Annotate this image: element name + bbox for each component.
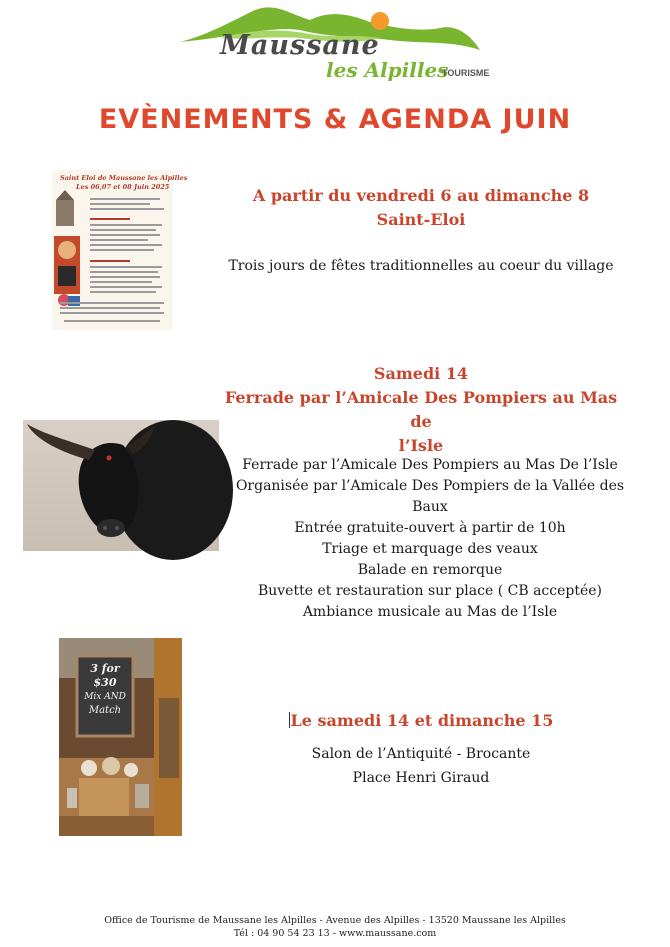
event1-name: Saint-Eloi <box>376 210 466 229</box>
saint-eloi-poster-image <box>52 170 188 330</box>
bull-icon <box>23 420 219 551</box>
event2-detail-line: Organisée par l’Amicale Des Pompiers de la Vallée des Baux <box>235 478 625 515</box>
event2-date: Samedi 14 <box>373 364 469 383</box>
footer <box>0 914 670 940</box>
event2-detail-line: Ferrade par l’Amicale Des Pompiers au Mas De l’Isle <box>242 457 618 473</box>
event2-name-line1: Ferrade par l’Amicale Des Pompiers au Mas de <box>224 388 618 431</box>
poster-dates: Les 06,07 et 08 Juin 2025 <box>76 183 170 191</box>
maussane-logo <box>180 4 500 84</box>
event1-date: A partir du vendredi 6 au dimanche 8 <box>252 186 590 205</box>
event3-detail-line: Place Henri Giraud <box>352 770 490 786</box>
event2-detail-line: Entrée gratuite-ouvert à partir de 10h <box>294 520 566 536</box>
event2-detail-line: Triage et marquage des veaux <box>322 541 538 557</box>
event3-detail-line: Salon de l’Antiquité - Brocante <box>311 746 531 762</box>
event3-date: Le samedi 14 et dimanche 15 <box>290 711 554 730</box>
event2-detail-line: Balade en remorque <box>357 562 503 578</box>
logo-wordmark: Maussane <box>220 30 380 61</box>
text-cursor <box>289 712 290 728</box>
logo-tagline: TOURISME <box>442 68 490 78</box>
bull-photo <box>23 420 219 551</box>
footer-contact: Tél : 04 90 54 23 13 - www.maussane.com <box>233 928 437 939</box>
sign-price: 3 for $30 <box>90 662 120 689</box>
page-title: EVÈNEMENTS & AGENDA JUIN <box>98 104 572 135</box>
chalkboard-sign <box>80 662 130 718</box>
brocante-photo <box>59 638 182 836</box>
footer-address: Office de Tourisme de Maussane les Alpilles - Avenue des Alpilles - 13520 Maussane les Alpilles <box>104 915 566 926</box>
event2-header <box>215 362 627 458</box>
sign-mix: Mix AND <box>84 692 126 702</box>
event1-header <box>215 184 627 232</box>
logo-subtitle: les Alpilles <box>326 58 449 82</box>
event2-detail-line: Ambiance musicale au Mas de l’Isle <box>302 604 558 620</box>
event2-name-line2: l’Isle <box>398 436 444 455</box>
event1-description: Trois jours de fêtes traditionnelles au coeur du village <box>228 258 614 274</box>
poster-heading: Saint Eloi de Maussane les Alpilles <box>60 174 188 182</box>
event3-header <box>215 709 627 733</box>
event2-detail-line: Buvette et restauration sur place ( CB acceptée) <box>257 583 603 599</box>
sign-match: Match <box>88 705 122 716</box>
event2-details <box>220 455 640 623</box>
event3-details <box>215 742 627 790</box>
